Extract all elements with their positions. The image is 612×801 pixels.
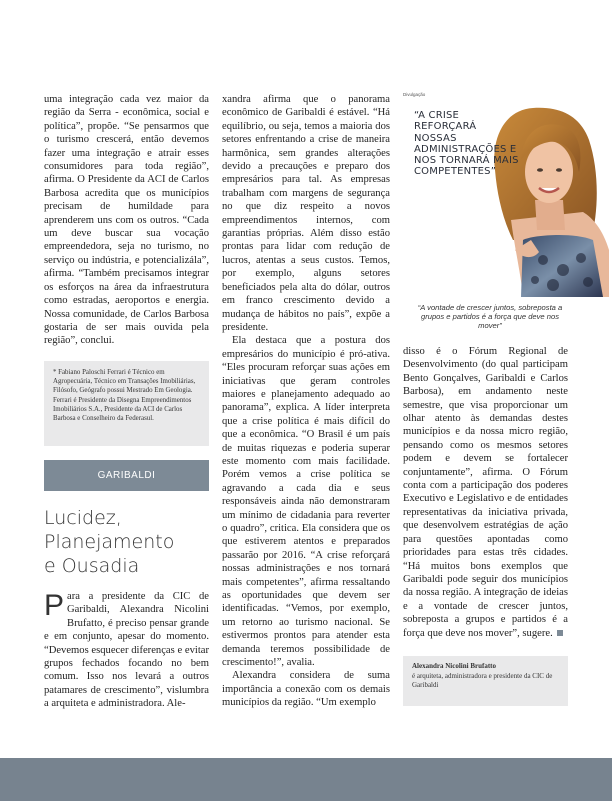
lead-text: ara a presidente da CIC de Garibaldi, Alexandra Nicolini Brufatto, é preciso pensar grande e em conjunto, apesar do momento. “Devemos esquecer diferenças e evitar grupos fechados focando no bem comum. Isso nos levará a outros patamares de crescimento”, vislumbra a arquiteta e administradora. Ale-: [44, 591, 209, 710]
end-mark-icon: [557, 630, 563, 636]
article-column-1: [44, 93, 209, 348]
section-label: GARIBALDI: [97, 470, 156, 481]
headline-line-1: Lucidez,: [44, 507, 122, 529]
bio-text: * Fabiano Paloschi Ferrari é Técnico em Agropecuária, Técnico em Transações Imobiliárias, Filósofo, Geógrafo possui Mestrado Em Geologia. Ferrari é Presidente da Disegna Empreendimentos Imobiliários S.A., Presidente da ACI de Carlos Barbosa e Conselheiro da Federasul.: [53, 369, 196, 423]
bio-box: [44, 361, 209, 446]
column1-paragraph: uma integração cada vez maior da região da Serra - econômica, social e política”, propõe. “Se pensarmos que o turismo crescerá, então devemos fazer uma integração e atrair esses consumidores para toda região”, afirma. O Presidente da ACI de Carlos Barbosa acredita que os municípios precisam de humildade para aprenderem uns com os outros. “Cada um deve buscar sua vocação empreendedora, seja no turismo, no serviço ou indústria, e potencializála”, afirma. “Também precisamos integrar os esforços na área da infraestrutura como estradas, aeroportos e energia. Nossa comunidade, de Carlos Barbosa gostaria de ser mais ouvida pela região”, conclui.: [44, 94, 209, 347]
article-headline: [44, 506, 209, 578]
author-box: [403, 656, 568, 706]
section-bar-garibaldi: [44, 460, 209, 491]
article-column-3: [403, 345, 568, 640]
photo-caption: “A vontade de crescer juntos, sobreposta a grupos e partidos é a força que deve nos mover”: [417, 303, 563, 330]
column2-paragraph-3: Alexandra considera de suma importância a conexão com os demais municípios da região. “Um exemplo: [222, 670, 390, 709]
headline-line-3: e Ousadia: [44, 555, 140, 577]
lead-paragraph: [44, 590, 209, 711]
headline-line-2: Planejamento: [44, 531, 175, 553]
column3-text: disso é o Fórum Regional de Desenvolvimento (do qual participam Bento Gonçalves, Garibaldi e Carlos Barbosa), em andamento neste semestre, que visa proporcionar um olhar atento às demandas destes municípios e da nossa micro região, pensando como os mesmos setores podem e devem se fortalecer conjuntamente”, afirma. O Fórum conta com a participação dos poderes Executivo e Legislativo e de entidades representativas da iniciativa privada, que desenvolvem estratégias de ação para questões apontadas como prioridades para estas três cidades. “Há muitos bons exemplos que Garibaldi pode seguir dos municípios da nossa região. A integração de ideias e a vontade de crescer juntos, sobreposta a grupos e partidos é a força que deve nos mover”, sugere.: [403, 346, 568, 639]
footer-band: [0, 758, 612, 801]
column2-paragraph-1: xandra afirma que o panorama econômico de Garibaldi é estável. “Há equilíbrio, ou seja, temos a maioria dos setores enfrentando a crise de maneira harmônica, sem grandes alterações devido a precauções e preparo dos empresários para tal. As empresas trabalham com margens de segurança no que diz respeito a novos empreendimentos internos, com garantias próprias. Além disso estão prontas para lidar com redução de lucros, atentas a seus custos. Temos, por exemplo, alguns setores beneficiados pela alta do dólar, outros em franco crescimento devido a mudança de hábitos no país”, expõe a presidente.: [222, 94, 390, 333]
article-column-2: [222, 93, 390, 710]
photo-credit: Divulgação: [403, 92, 426, 97]
author-name: Alexandra Nicolini Brufatto: [412, 662, 496, 670]
author-role: é arquiteta, administradora e presidente da CIC de Garibaldi: [412, 672, 553, 689]
drop-cap: P: [44, 589, 65, 622]
column3-paragraph: [403, 345, 568, 640]
pull-quote: “A CRISE REFORÇARÁ NOSSAS ADMINISTRAÇÕES E NOS TORNARÁ MAIS COMPETENTES”: [414, 110, 519, 178]
column2-paragraph-2: Ela destaca que a postura dos empresários do município é pró-ativa. “Eles procuram reforçar suas ações em iniciativas que geram controles maiores e planejamento adequado ao panorama”, explica. A líder interpreta que a crise política é mais difícil do que a econômica. “O Brasil é um país de muitas riquezas e poderia superar este momento com mais facilidade. Porém vemos a crise política se agravando a cada dia e seus responsáveis ainda não demonstraram um mínimo de cidadania para reverter o quadro”, critica. Ela considera que os que estiverem atentos e preparados passarão por 2016. “A crise reforçará nossas administrações e nos tornará mais competentes”, afirma ressaltando as oportunidades que devem ser identificadas. “Vemos, por exemplo, um retorno ao turismo nacional. Se estivermos prontos para atender esta demanda teremos possibilidade de crescimento!”, avalia.: [222, 335, 390, 669]
